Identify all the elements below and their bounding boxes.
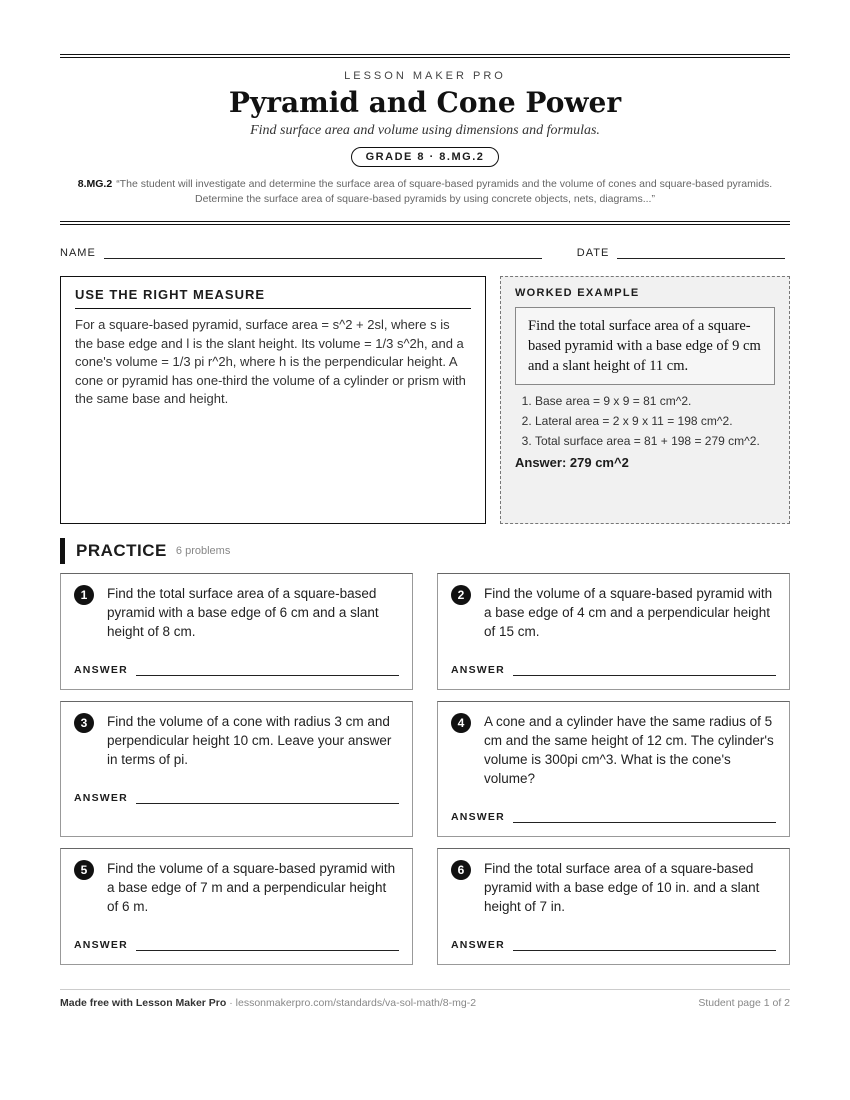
- problem-card: [60, 701, 413, 837]
- practice-grid: [60, 573, 790, 965]
- answer-label: ANSWER: [74, 664, 128, 676]
- footer-url[interactable]: · lessonmakerpro.com/standards/va-sol-math/8-mg-2: [226, 997, 477, 1009]
- problem-text: Find the total surface area of a square-based pyramid with a base edge of 6 cm and a slant height of 8 cm.: [107, 586, 379, 639]
- answer-field[interactable]: [513, 812, 776, 823]
- page-title: Pyramid and Cone Power: [228, 86, 622, 119]
- problem-card: [60, 848, 413, 965]
- footer-credit: [60, 997, 476, 1009]
- practice-title: PRACTICE: [76, 541, 167, 560]
- grade-badge-wrap: [60, 147, 790, 167]
- header-rule-bottom: [60, 221, 790, 225]
- standard-code: 8.MG.2: [77, 178, 113, 190]
- worked-example-steps: [515, 393, 775, 449]
- name-label: NAME: [60, 247, 96, 259]
- footer-made-with: Made free with Lesson Maker Pro: [60, 997, 227, 1009]
- worked-example-step: 2. Lateral area = 2 x 9 x 11 = 198 cm^2.: [535, 413, 775, 429]
- brand-name: LESSON MAKER PRO: [344, 70, 506, 82]
- problem-text: Find the volume of a square-based pyramid with a base edge of 7 m and a perpendicular height of 6 m.: [107, 861, 396, 914]
- practice-count: 6 problems: [175, 545, 231, 557]
- page-footer: [60, 989, 790, 1009]
- header-rule-top: [60, 54, 790, 58]
- worked-example-step: 1. Base area = 9 x 9 = 81 cm^2.: [535, 393, 775, 409]
- problem-number: 1: [74, 585, 94, 605]
- answer-label: ANSWER: [74, 792, 128, 804]
- grade-badge: GRADE 8 · 8.MG.2: [351, 147, 500, 167]
- problem-number: 6: [451, 860, 471, 880]
- answer-field[interactable]: [136, 665, 399, 676]
- problem-number: 5: [74, 860, 94, 880]
- name-field[interactable]: [104, 246, 542, 259]
- worked-example-heading: WORKED EXAMPLE: [515, 287, 640, 299]
- practice-accent-bar: [60, 538, 65, 564]
- measure-heading: USE THE RIGHT MEASURE: [75, 287, 471, 309]
- problem-text: Find the volume of a square-based pyramid with a base edge of 4 cm and a perpendicular height of 15 cm.: [484, 586, 773, 639]
- worksheet-page: [60, 54, 790, 965]
- answer-field[interactable]: [136, 793, 399, 804]
- problem-text: Find the total surface area of a square-based pyramid with a base edge of 10 in. and a slant height of 7 in.: [484, 861, 760, 914]
- problem-card: [437, 701, 790, 837]
- answer-label: ANSWER: [451, 811, 505, 823]
- problem-card: [437, 573, 790, 690]
- problem-card: [437, 848, 790, 965]
- standard-description: [68, 177, 782, 207]
- worked-example-problem: Find the total surface area of a square-based pyramid with a base edge of 9 cm and a slant height of 11 cm.: [515, 307, 775, 385]
- date-field[interactable]: [617, 246, 785, 259]
- answer-label: ANSWER: [451, 939, 505, 951]
- worked-example-box: [500, 276, 790, 524]
- problem-text: A cone and a cylinder have the same radius of 5 cm and the same height of 12 cm. The cylinder's volume is 300pi cm^3. What is the cone's volume?: [484, 714, 774, 786]
- name-date-row: [60, 241, 790, 259]
- worked-example-step: 3. Total surface area = 81 + 198 = 279 cm^2.: [535, 433, 775, 449]
- problem-number: 2: [451, 585, 471, 605]
- standard-text: “The student will investigate and determine the surface area of square-based pyramids and the volume of cones and square-based pyramids. Determine the surface area of square-based pyramids by using concrete objects, nets, diagrams...”: [116, 178, 773, 205]
- worked-example-answer: Answer: 279 cm^2: [515, 455, 629, 470]
- answer-field[interactable]: [513, 940, 776, 951]
- answer-label: ANSWER: [74, 939, 128, 951]
- problem-card: [60, 573, 413, 690]
- date-label: DATE: [576, 247, 610, 259]
- problem-number: 3: [74, 713, 94, 733]
- measure-box: [60, 276, 486, 524]
- measure-text: For a square-based pyramid, surface area = s^2 + 2sl, where s is the base edge and l is the slant height. Its volume = 1/3 s^2h, and a cone's volume = 1/3 pi r^2h, where h is the perpendicular height. A cone or pyramid has one-third the volume of a cylinder or prism with the same base and height.: [75, 317, 466, 406]
- answer-label: ANSWER: [451, 664, 505, 676]
- problem-number: 4: [451, 713, 471, 733]
- info-row: [60, 276, 790, 524]
- problem-text: Find the volume of a cone with radius 3 cm and perpendicular height 10 cm. Leave your answer in terms of pi.: [107, 714, 392, 767]
- answer-field[interactable]: [136, 940, 399, 951]
- page-subtitle: Find surface area and volume using dimensions and formulas.: [250, 123, 600, 138]
- practice-header: [60, 538, 790, 564]
- footer-page-number: Student page 1 of 2: [698, 997, 790, 1009]
- answer-field[interactable]: [513, 665, 776, 676]
